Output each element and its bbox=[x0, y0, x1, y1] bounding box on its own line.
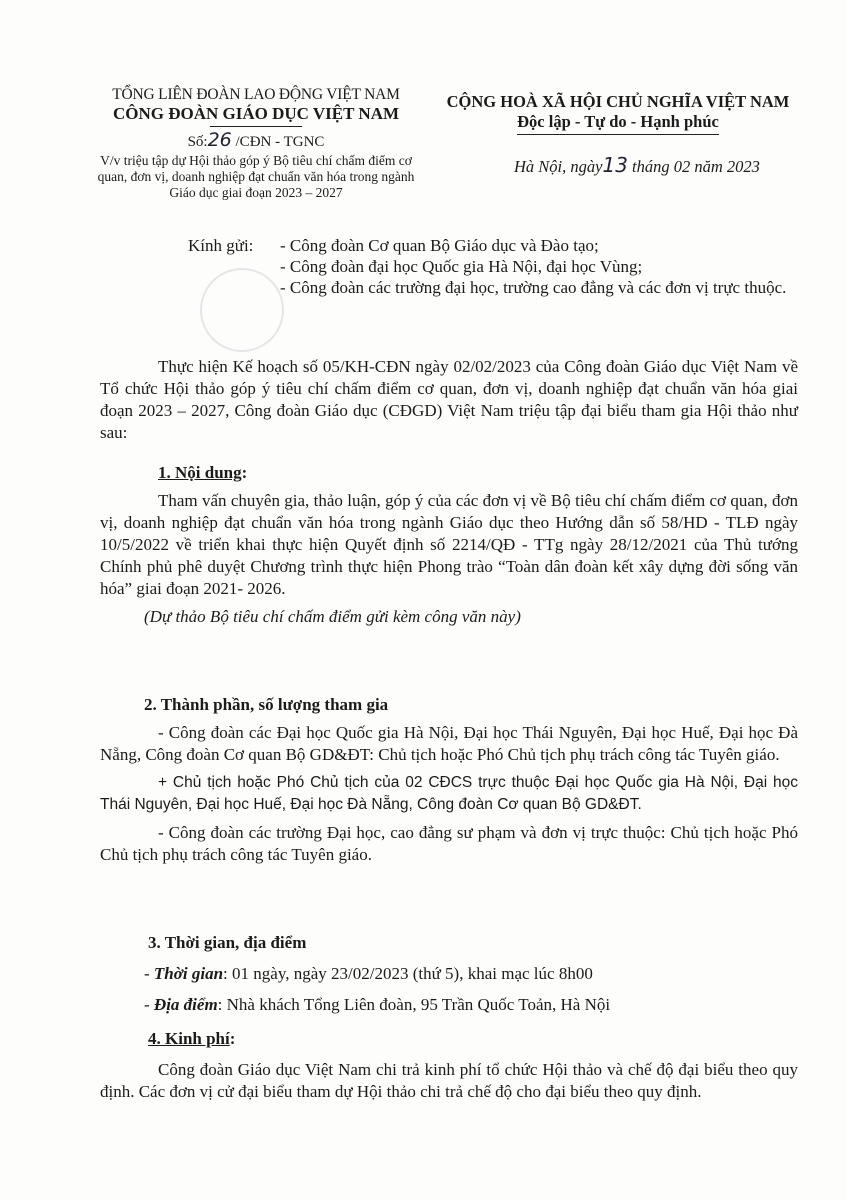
document-number bbox=[96, 131, 416, 151]
section-3-time: - Thời gian: 01 ngày, ngày 23/02/2023 (thứ 5), khai mạc lúc 8h00 bbox=[144, 964, 593, 983]
section-2 bbox=[100, 694, 798, 866]
section-4-heading-colon: : bbox=[229, 1029, 236, 1048]
document-subject: V/v triệu tập dự Hội thảo góp ý Bộ tiêu chí chấm điểm cơ quan, đơn vị, doanh nghiệp đạt chuẩn văn hóa trong ngành Giáo dục giai đoạn 2023 – 2027 bbox=[97, 153, 415, 200]
section-1-heading-line bbox=[100, 462, 798, 484]
parent-organization: TỔNG LIÊN ĐOÀN LAO ĐỘNG VIỆT NAM bbox=[112, 86, 400, 103]
header-left bbox=[96, 86, 416, 201]
date-line bbox=[514, 153, 760, 177]
section-1-heading: 1. Nội dung bbox=[158, 463, 242, 482]
section-3-heading: 3. Thời gian, địa điểm bbox=[148, 933, 307, 952]
national-motto: Độc lập - Tự do - Hạnh phúc bbox=[517, 112, 719, 135]
date-prefix: Hà Nội, ngày bbox=[514, 157, 603, 176]
section-4-heading-line bbox=[100, 1028, 798, 1050]
document-number-handwritten: 26 bbox=[207, 129, 232, 151]
document-number-suffix: /CĐN - TGNC bbox=[235, 134, 325, 150]
place-value: : Nhà khách Tổng Liên đoàn, 95 Trần Quốc Toản, Hà Nội bbox=[217, 995, 611, 1014]
section-2-item: - Công đoàn các trường Đại học, cao đẳng sư phạm và đơn vị trực thuộc: Chủ tịch hoặc Phó Chủ tịch phụ trách công tác Tuyên giáo. bbox=[100, 823, 798, 864]
date-suffix: tháng 02 năm 2023 bbox=[627, 157, 760, 176]
recipients-label: Kính gửi: bbox=[188, 236, 254, 255]
date-day-handwritten: 13 bbox=[602, 153, 628, 177]
header-right bbox=[428, 92, 808, 135]
organization-name: CÔNG ĐOÀN GIÁO DỤC VIỆT NAM bbox=[112, 104, 400, 123]
section-2-heading: 2. Thành phần, số lượng tham gia bbox=[144, 695, 389, 714]
intro-block bbox=[100, 356, 798, 444]
organization-underline bbox=[210, 126, 302, 127]
recipient-item: - Công đoàn đại học Quốc gia Hà Nội, đại học Vùng; bbox=[280, 257, 643, 276]
section-4-text: Công đoàn Giáo dục Việt Nam chi trả kinh phí tổ chức Hội thảo và chế độ đại biểu theo quy định. Các đơn vị cử đại biểu tham dự Hội thảo chi trả chế độ cho đại biểu theo quy định. bbox=[100, 1060, 798, 1101]
section-1-text: Tham vấn chuyên gia, thảo luận, góp ý của các đơn vị về Bộ tiêu chí chấm điểm cơ quan, đơn vị, doanh nghiệp đạt chuẩn văn hóa trong ngành Giáo dục theo Hướng dẫn số 58/HD - TLĐ ngày 10/5/2022 về triển khai thực hiện Quyết định số 2214/QĐ - TTg ngày 28/12/2021 của Thủ tướng Chính phủ phê duyệt Chương trình thực hiện Phong trào “Toàn dân đoàn kết xây dựng đời sống văn hóa” giai đoạn 2021- 2026. bbox=[100, 491, 798, 598]
time-label: Thời gian bbox=[153, 964, 224, 983]
time-value: : 01 ngày, ngày 23/02/2023 (thứ 5), khai mạc lúc 8h00 bbox=[223, 964, 593, 983]
section-1-heading-colon: : bbox=[241, 463, 248, 482]
intro-paragraph: Thực hiện Kế hoạch số 05/KH-CĐN ngày 02/02/2023 của Công đoàn Giáo dục Việt Nam về Tổ chức Hội thảo góp ý tiêu chí chấm điểm cơ quan, đơn vị, doanh nghiệp đạt chuẩn văn hóa giai đoạn 2023 – 2027, Công đoàn Giáo dục (CĐGD) Việt Nam triệu tập đại biểu tham gia Hội thảo như sau: bbox=[100, 357, 798, 442]
recipients-list bbox=[188, 235, 798, 298]
national-title: CỘNG HOÀ XÃ HỘI CHỦ NGHĨA VIỆT NAM bbox=[446, 92, 790, 111]
section-1 bbox=[100, 462, 798, 628]
recipient-item: - Công đoàn Cơ quan Bộ Giáo dục và Đào tạo; bbox=[280, 236, 599, 255]
section-2-item: + Chủ tịch hoặc Phó Chủ tịch của 02 CĐCS trực thuộc Đại học Quốc gia Hà Nội, Đại học Thái Nguyên, Đại học Huế, Đại học Đà Nẵng, Công đoàn Cơ quan Bộ GD&ĐT. bbox=[100, 774, 798, 813]
document-number-prefix: Số: bbox=[187, 134, 208, 150]
section-4 bbox=[100, 1028, 798, 1103]
section-2-item: - Công đoàn các Đại học Quốc gia Hà Nội, Đại học Thái Nguyên, Đại học Huế, Đại học Đà Nẵng, Công đoàn Cơ quan Bộ GD&ĐT: Chủ tịch hoặc Phó Chủ tịch phụ trách công tác Tuyên giáo. bbox=[100, 723, 798, 764]
section-4-heading: 4. Kinh phí bbox=[148, 1029, 230, 1048]
section-1-note: (Dự thảo Bộ tiêu chí chấm điểm gửi kèm công văn này) bbox=[144, 607, 521, 626]
section-3 bbox=[100, 932, 798, 1016]
recipients-block bbox=[188, 235, 798, 298]
section-3-place: - Địa điểm: Nhà khách Tổng Liên đoàn, 95 Trần Quốc Toản, Hà Nội bbox=[144, 995, 611, 1014]
place-label: Địa điểm bbox=[153, 995, 218, 1014]
recipient-item: - Công đoàn các trường đại học, trường cao đẳng và các đơn vị trực thuộc. bbox=[280, 278, 787, 297]
